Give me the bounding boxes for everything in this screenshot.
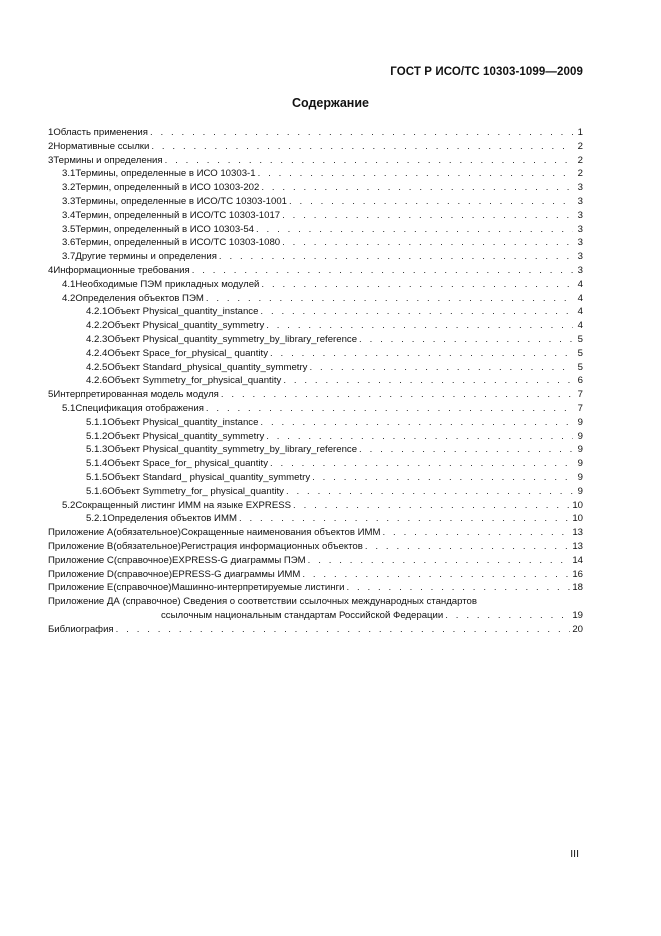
- toc-entry[interactable]: [48, 388, 583, 402]
- toc-entry[interactable]: [48, 140, 583, 154]
- toc-entry-title: Термины, определенные в ИСО/ТС 10303-1001: [75, 195, 288, 207]
- toc-entry-number: 2: [48, 140, 54, 152]
- toc-entry-title: EXPRESS-G диаграммы ПЭМ: [172, 554, 306, 566]
- toc-entry-title: Сведения о соответствии ссылочных международных стандартов: [180, 596, 477, 608]
- toc-leader-dots: [258, 167, 573, 181]
- toc-entry-title: Объект Physical_quantity_instance: [107, 416, 259, 428]
- toc-entry[interactable]: [48, 292, 583, 306]
- toc-leader-dots: [266, 319, 573, 333]
- page-number: III: [570, 848, 579, 860]
- toc-entry-number: 3.7: [62, 251, 76, 263]
- toc-leader-dots: [270, 347, 573, 361]
- toc-entry-page: 4: [577, 306, 583, 318]
- toc-leader-dots: [192, 264, 573, 278]
- toc-entry[interactable]: [48, 305, 583, 319]
- toc-entry-page: 7: [577, 389, 583, 401]
- toc-entry-number: Приложение D: [48, 568, 114, 580]
- toc-entry-page: 5: [577, 347, 583, 359]
- toc-entry-page: 4: [577, 292, 583, 304]
- toc-entry-title: Другие термины и определения: [75, 251, 217, 263]
- toc-entry[interactable]: [48, 512, 583, 526]
- toc-entry-page: 3: [577, 209, 583, 221]
- toc-leader-dots: [261, 181, 573, 195]
- toc-leader-dots: [260, 416, 573, 430]
- toc-leader-dots: [261, 278, 573, 292]
- toc-entry-line: [48, 609, 583, 623]
- toc-entry-page: 3: [577, 182, 583, 194]
- toc-leader-dots: [283, 374, 573, 388]
- toc-entry[interactable]: [48, 181, 583, 195]
- toc-entry-page: 9: [577, 416, 583, 428]
- toc-entry-number: 3: [48, 154, 54, 166]
- toc-leader-dots: [256, 223, 573, 237]
- toc-entry-page: 19: [572, 609, 583, 621]
- toc-entry[interactable]: [48, 554, 583, 568]
- toc-entry-title: Нормативные ссылки: [53, 140, 150, 152]
- toc-entry-title: Объект Physical_quantity_symmetry: [107, 320, 265, 332]
- toc-entry[interactable]: [48, 195, 583, 209]
- toc-entry-number: 3.5: [62, 223, 76, 235]
- toc-entry-page: 10: [572, 499, 583, 511]
- toc-entry-title: Термин, определенный в ИСО 10303-202: [75, 182, 260, 194]
- toc-entry-number: 5.1.6: [86, 485, 108, 497]
- toc-entry[interactable]: [48, 595, 583, 623]
- toc-entry[interactable]: [48, 154, 583, 168]
- toc-entry[interactable]: [48, 278, 583, 292]
- toc-leader-dots: [309, 361, 573, 375]
- toc-entry[interactable]: [48, 374, 583, 388]
- toc-entry[interactable]: [48, 236, 583, 250]
- toc-entry-kind: (справочное): [113, 568, 173, 580]
- toc-entry-title-continued: ссылочным национальным стандартам Российской Федерации: [161, 609, 444, 621]
- toc-entry-number: 4.2.2: [86, 320, 108, 332]
- toc-entry-number: 4.2.5: [86, 361, 108, 373]
- toc-entry-title: Спецификация отображения: [75, 402, 204, 414]
- toc-leader-dots: [165, 154, 573, 168]
- toc-entry-title: Объект Symmetry_for_physical_quantity: [107, 375, 282, 387]
- toc-entry-number: 5: [48, 389, 54, 401]
- toc-entry-title: Термин, определенный в ИСО/ТС 10303-1017: [75, 209, 281, 221]
- toc-leader-dots: [282, 209, 573, 223]
- toc-entry-number: 4.2.4: [86, 347, 108, 359]
- toc-entry-title: Необходимые ПЭМ прикладных модулей: [75, 278, 260, 290]
- toc-entry[interactable]: [48, 209, 583, 223]
- toc-entry-page: 4: [577, 320, 583, 332]
- toc-entry[interactable]: [48, 416, 583, 430]
- toc-leader-dots: [293, 499, 570, 513]
- toc-entry[interactable]: [48, 402, 583, 416]
- toc-entry-title: Информационные требования: [53, 264, 190, 276]
- toc-entry[interactable]: [48, 430, 583, 444]
- toc-entry-page: 16: [572, 568, 583, 580]
- toc-entry-number: 5.2.1: [86, 513, 108, 525]
- toc-entry-title: Термины и определения: [53, 154, 163, 166]
- toc-entry[interactable]: [48, 485, 583, 499]
- toc-entry[interactable]: [48, 623, 583, 637]
- toc-entry[interactable]: [48, 526, 583, 540]
- toc-entry-page: 14: [572, 554, 583, 566]
- toc-entry-page: 5: [577, 361, 583, 373]
- toc-entry-title: Объект Physical_quantity_symmetry: [107, 430, 265, 442]
- toc-leader-dots: [302, 568, 570, 582]
- toc-entry-page: 3: [577, 237, 583, 249]
- toc-entry-number: 4: [48, 264, 54, 276]
- toc-entry-page: 3: [577, 223, 583, 235]
- toc-entry-page: 13: [572, 527, 583, 539]
- toc-entry-page: 9: [577, 444, 583, 456]
- toc-leader-dots: [365, 540, 570, 554]
- toc-leader-dots: [346, 581, 570, 595]
- toc-entry[interactable]: [48, 167, 583, 181]
- toc-leader-dots: [260, 305, 573, 319]
- toc-entry-page: 4: [577, 278, 583, 290]
- table-of-contents: [48, 126, 583, 636]
- toc-entry-page: 20: [572, 623, 583, 635]
- toc-entry-number: 4.1: [62, 278, 76, 290]
- toc-entry[interactable]: [48, 499, 583, 513]
- toc-leader-dots: [206, 292, 573, 306]
- document-header: ГОСТ Р ИСО/ТС 10303-1099—2009: [390, 66, 583, 78]
- toc-entry-number: 1: [48, 127, 54, 138]
- toc-entry-number: 3.2: [62, 182, 76, 194]
- toc-entry-page: 9: [577, 485, 583, 497]
- toc-entry-title: Объект Physical_quantity_symmetry_by_library_reference: [107, 333, 358, 345]
- toc-entry-title: EPRESS-G диаграммы ИММ: [172, 568, 301, 580]
- page-title: Содержание: [291, 96, 369, 110]
- toc-leader-dots: [359, 443, 573, 457]
- toc-entry-title: Интерпретированная модель модуля: [53, 389, 219, 401]
- toc-entry-number: 5.1.4: [86, 458, 108, 470]
- toc-entry[interactable]: [48, 361, 583, 375]
- toc-leader-dots: [383, 526, 571, 540]
- toc-entry-title: Объект Standard_physical_quantity_symmetry: [107, 361, 308, 373]
- toc-entry-title: Термин, определенный в ИСО/ТС 10303-1080: [75, 237, 281, 249]
- toc-entry-page: 6: [577, 375, 583, 387]
- toc-leader-dots: [151, 140, 573, 154]
- toc-entry-kind: (обязательное): [113, 527, 181, 539]
- toc-entry[interactable]: [48, 333, 583, 347]
- toc-entry-number: 4.2: [62, 292, 76, 304]
- toc-entry-title: Объект Standard_ physical_quantity_symmetry: [107, 471, 311, 483]
- toc-entry-line: [48, 595, 583, 609]
- toc-entry-title: Объект Symmetry_for_ physical_quantity: [107, 485, 284, 497]
- toc-entry-page: 9: [577, 430, 583, 442]
- toc-entry-title: Объект Space_for_physical_ quantity: [107, 347, 269, 359]
- toc-leader-dots: [282, 236, 573, 250]
- toc-leader-dots: [239, 512, 570, 526]
- toc-entry-number: 5.1.2: [86, 430, 108, 442]
- toc-entry[interactable]: [48, 319, 583, 333]
- toc-entry[interactable]: [48, 223, 583, 237]
- toc-entry-kind: (справочное): [113, 582, 172, 594]
- toc-entry-number: 3.6: [62, 237, 76, 249]
- toc-entry-title: Термин, определенный в ИСО 10303-54: [75, 223, 255, 235]
- toc-entry-title: Термины, определенные в ИСО 10303-1: [75, 168, 256, 180]
- toc-entry-title: Сокращенный листинг ИММ на языке EXPRESS: [75, 499, 292, 511]
- toc-entry-page: 9: [577, 471, 583, 483]
- toc-leader-dots: [359, 333, 573, 347]
- toc-entry-page: 3: [577, 264, 583, 276]
- toc-entry-page: 3: [577, 251, 583, 263]
- toc-entry-number: 4.2.6: [86, 375, 108, 387]
- toc-entry-title: Библиография: [48, 623, 114, 635]
- toc-entry-number: Приложение С: [48, 554, 114, 566]
- toc-entry-title: Сокращенные наименования объектов ИММ: [180, 527, 381, 539]
- toc-entry-page: 1: [577, 127, 583, 138]
- toc-leader-dots: [219, 250, 573, 264]
- toc-entry-page: 3: [577, 195, 583, 207]
- toc-entry-page: 18: [572, 582, 583, 594]
- toc-entry-number: Приложение А: [48, 527, 114, 539]
- toc-entry-title: Объект Space_for_ physical_quantity: [107, 458, 269, 470]
- toc-entry-page: 7: [577, 402, 583, 414]
- toc-entry-page: 5: [577, 333, 583, 345]
- toc-leader-dots: [312, 471, 573, 485]
- toc-entry[interactable]: [48, 471, 583, 485]
- toc-entry-title: Определения объектов ИММ: [107, 513, 237, 525]
- toc-entry-title: Определения объектов ПЭМ: [75, 292, 204, 304]
- toc-entry-number: 5.1.5: [86, 471, 108, 483]
- toc-entry-number: 5.1.3: [86, 444, 108, 456]
- toc-entry-page: 10: [572, 513, 583, 525]
- toc-entry-title: Регистрация информационных объектов: [180, 540, 363, 552]
- toc-entry-number: 3.1: [62, 168, 76, 180]
- toc-leader-dots: [221, 388, 573, 402]
- toc-leader-dots: [206, 402, 573, 416]
- toc-entry-number: 4.2.1: [86, 306, 108, 318]
- toc-entry-number: Приложение ДА (справочное): [48, 596, 181, 608]
- toc-leader-dots: [308, 554, 571, 568]
- toc-entry[interactable]: [48, 443, 583, 457]
- toc-entry-page: 2: [577, 154, 583, 166]
- toc-entry[interactable]: [48, 347, 583, 361]
- toc-entry-kind: (обязательное): [113, 540, 181, 552]
- toc-entry-number: 5.1: [62, 402, 76, 414]
- toc-entry-page: 2: [577, 168, 583, 180]
- toc-entry[interactable]: [48, 250, 583, 264]
- toc-leader-dots: [445, 609, 570, 623]
- toc-entry-number: 5.1.1: [86, 416, 108, 428]
- toc-entry-title: Область применения: [53, 127, 148, 138]
- toc-entry[interactable]: [48, 581, 583, 595]
- toc-entry-page: 2: [577, 140, 583, 152]
- toc-entry[interactable]: [48, 568, 583, 582]
- toc-entry[interactable]: [48, 540, 583, 554]
- toc-entry-number: 5.2: [62, 499, 76, 511]
- toc-entry-number: 3.4: [62, 209, 76, 221]
- toc-leader-dots: [270, 457, 573, 471]
- toc-entry-title: Машинно-интерпретируемые листинги: [171, 582, 345, 594]
- toc-entry-number: Приложение Е: [48, 582, 114, 594]
- toc-entry-page: 13: [572, 540, 583, 552]
- toc-entry-number: Приложение В: [48, 540, 114, 552]
- toc-entry[interactable]: [48, 457, 583, 471]
- toc-entry-page: 9: [577, 458, 583, 470]
- toc-entry-number: 3.3: [62, 195, 76, 207]
- toc-leader-dots: [116, 623, 571, 637]
- toc-leader-dots: [150, 126, 573, 140]
- toc-leader-dots: [289, 195, 573, 209]
- toc-entry-number: 4.2.3: [86, 333, 108, 345]
- toc-entry-kind: (справочное): [113, 554, 173, 566]
- toc-entry-title: Объект Physical_quantity_instance: [107, 306, 259, 318]
- toc-leader-dots: [286, 485, 573, 499]
- toc-entry-title: Объект Physical_quantity_symmetry_by_library_reference: [107, 444, 358, 456]
- toc-entry[interactable]: [48, 126, 583, 140]
- toc-entry[interactable]: [48, 264, 583, 278]
- toc-leader-dots: [266, 430, 573, 444]
